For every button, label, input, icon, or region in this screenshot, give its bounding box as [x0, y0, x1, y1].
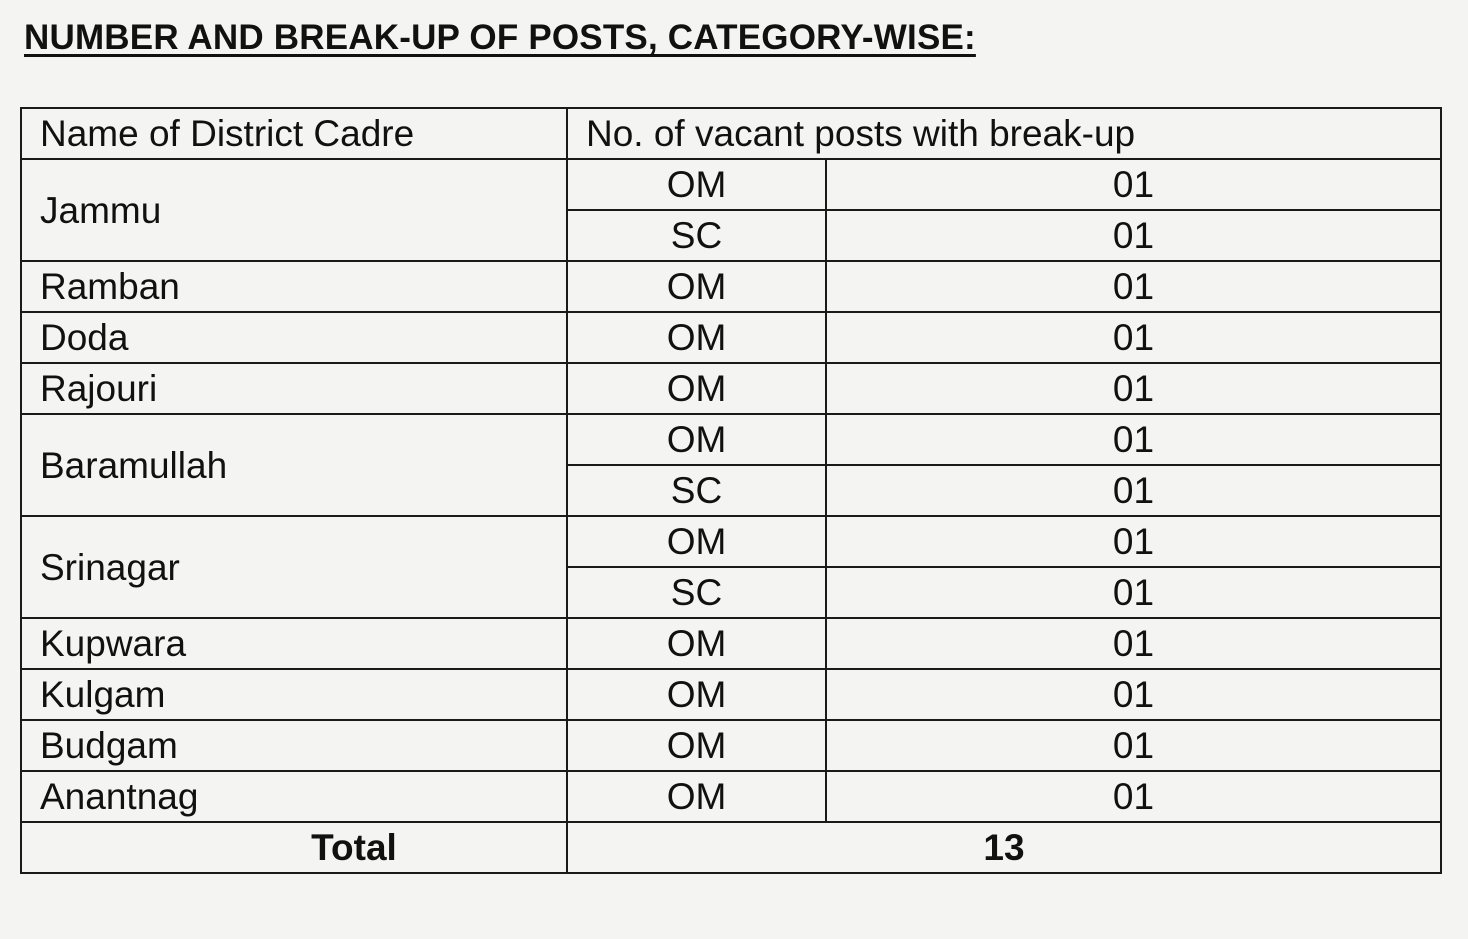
count-cell: 01 — [826, 312, 1441, 363]
table-row — [21, 312, 1441, 363]
count-cell: 01 — [826, 516, 1441, 567]
table-row — [21, 618, 1441, 669]
header-vacant-posts: No. of vacant posts with break-up — [567, 108, 1441, 159]
category-cell: OM — [567, 312, 826, 363]
table-row — [21, 720, 1441, 771]
posts-table — [20, 107, 1442, 874]
table-row — [21, 159, 1441, 210]
category-cell: SC — [567, 465, 826, 516]
table-row — [21, 669, 1441, 720]
count-cell: 01 — [826, 771, 1441, 822]
category-cell: OM — [567, 771, 826, 822]
category-cell: OM — [567, 618, 826, 669]
category-cell: OM — [567, 720, 826, 771]
count-cell: 01 — [826, 159, 1441, 210]
count-cell: 01 — [826, 465, 1441, 516]
district-cell: Kupwara — [21, 618, 567, 669]
table-row — [21, 516, 1441, 567]
district-cell: Ramban — [21, 261, 567, 312]
header-district-cadre: Name of District Cadre — [21, 108, 567, 159]
count-cell: 01 — [826, 618, 1441, 669]
category-cell: OM — [567, 669, 826, 720]
district-cell: Anantnag — [21, 771, 567, 822]
district-cell: Doda — [21, 312, 567, 363]
category-cell: OM — [567, 159, 826, 210]
category-cell: OM — [567, 516, 826, 567]
table-header-row — [21, 108, 1441, 159]
count-cell: 01 — [826, 210, 1441, 261]
district-cell: Kulgam — [21, 669, 567, 720]
count-cell: 01 — [826, 720, 1441, 771]
category-cell: SC — [567, 210, 826, 261]
category-cell: SC — [567, 567, 826, 618]
count-cell: 01 — [826, 363, 1441, 414]
district-cell: Srinagar — [21, 516, 567, 618]
category-cell: OM — [567, 414, 826, 465]
page-title: NUMBER AND BREAK-UP OF POSTS, CATEGORY-WISE: — [24, 18, 976, 57]
total-row — [21, 822, 1441, 873]
count-cell: 01 — [826, 567, 1441, 618]
category-cell: OM — [567, 261, 826, 312]
table-row — [21, 363, 1441, 414]
table-row — [21, 261, 1441, 312]
count-cell: 01 — [826, 414, 1441, 465]
table-row — [21, 771, 1441, 822]
count-cell: 01 — [826, 261, 1441, 312]
category-cell: OM — [567, 363, 826, 414]
total-value: 13 — [567, 822, 1441, 873]
district-cell: Jammu — [21, 159, 567, 261]
district-cell: Budgam — [21, 720, 567, 771]
table-row — [21, 414, 1441, 465]
count-cell: 01 — [826, 669, 1441, 720]
district-cell: Baramullah — [21, 414, 567, 516]
district-cell: Rajouri — [21, 363, 567, 414]
total-label: Total — [21, 822, 567, 873]
